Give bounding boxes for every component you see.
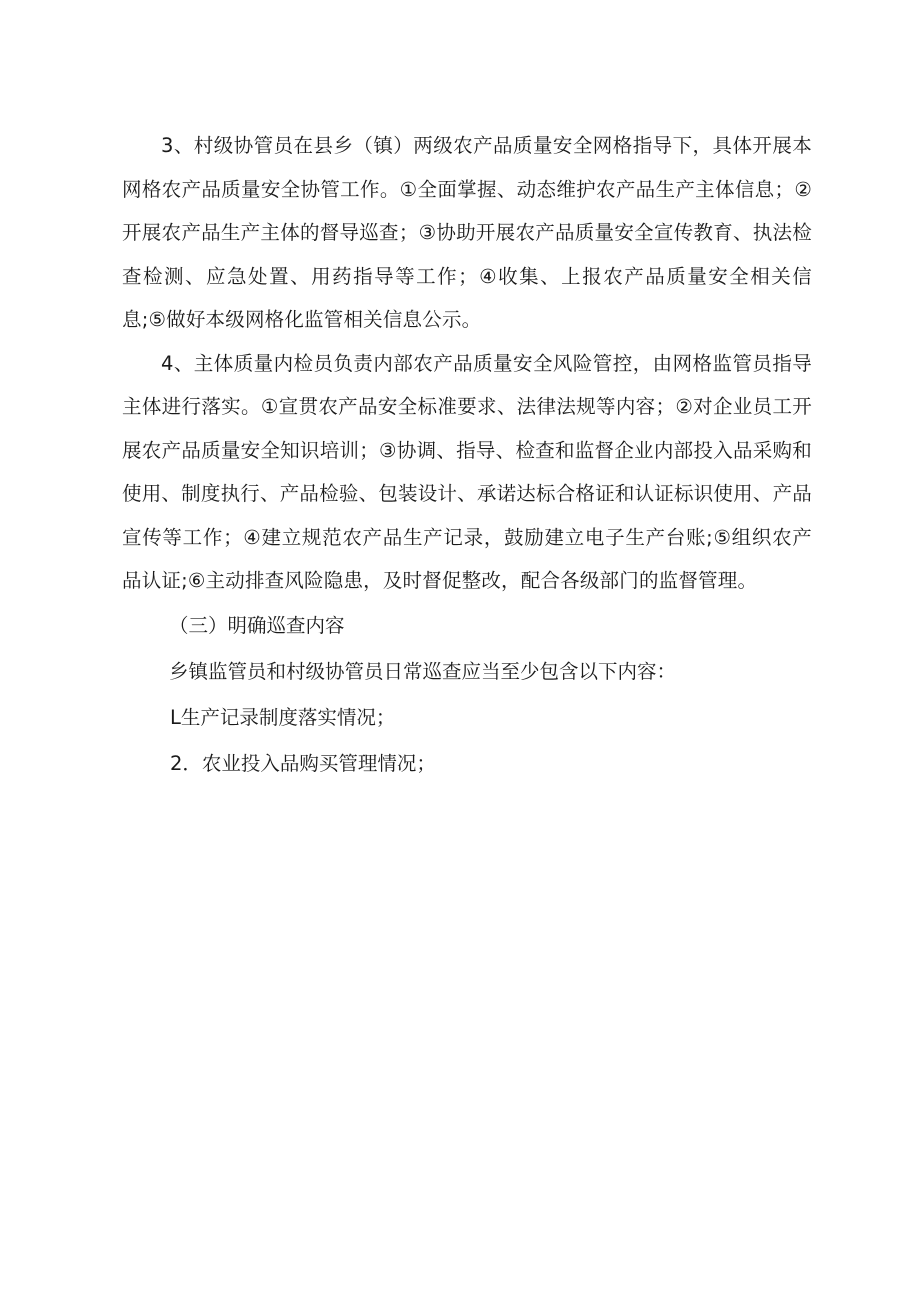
section-heading: （三）明确巡查内容	[169, 613, 345, 637]
paragraph-village-coordinator-duties: 3、村级协管员在县乡（镇）两级农产品质量安全网格指导下，具体开展本网格农产品质量安全协管工作。①全面掌握、动态维护农产品生产主体信息；②开展农产品生产主体的督导巡查；③协助开展农产品质量安全宣传教育、执法检查检测、应急处置、用药指导等工作；④收集、上报农产品质量安全相关信息;⑤做好本级网格化监管相关信息公示。	[122, 134, 812, 331]
list-item-input-purchase: 2．农业投入品购买管理情况；	[170, 751, 436, 775]
list-item-production-records: L生产记录制度落实情况；	[170, 705, 396, 729]
document-body	[122, 124, 812, 787]
inspection-intro: 乡镇监管员和村级协管员日常巡查应当至少包含以下内容：	[169, 659, 677, 683]
paragraph-internal-inspector-duties: 4、主体质量内检员负责内部农产品质量安全风险管控，由网格监管员指导主体进行落实。①宣贯农产品安全标准要求、法律法规等内容；②对企业员工开展农产品质量安全知识培训；③协调、指导、检查和监督企业内部投入品采购和使用、制度执行、产品检验、包装设计、承诺达标合格证和认证标识使用、产品宣传等工作；④建立规范农产品生产记录，鼓励建立电子生产台账;⑤组织农产品认证;⑥主动排查风险隐患，及时督促整改，配合各级部门的监督管理。	[122, 351, 812, 592]
